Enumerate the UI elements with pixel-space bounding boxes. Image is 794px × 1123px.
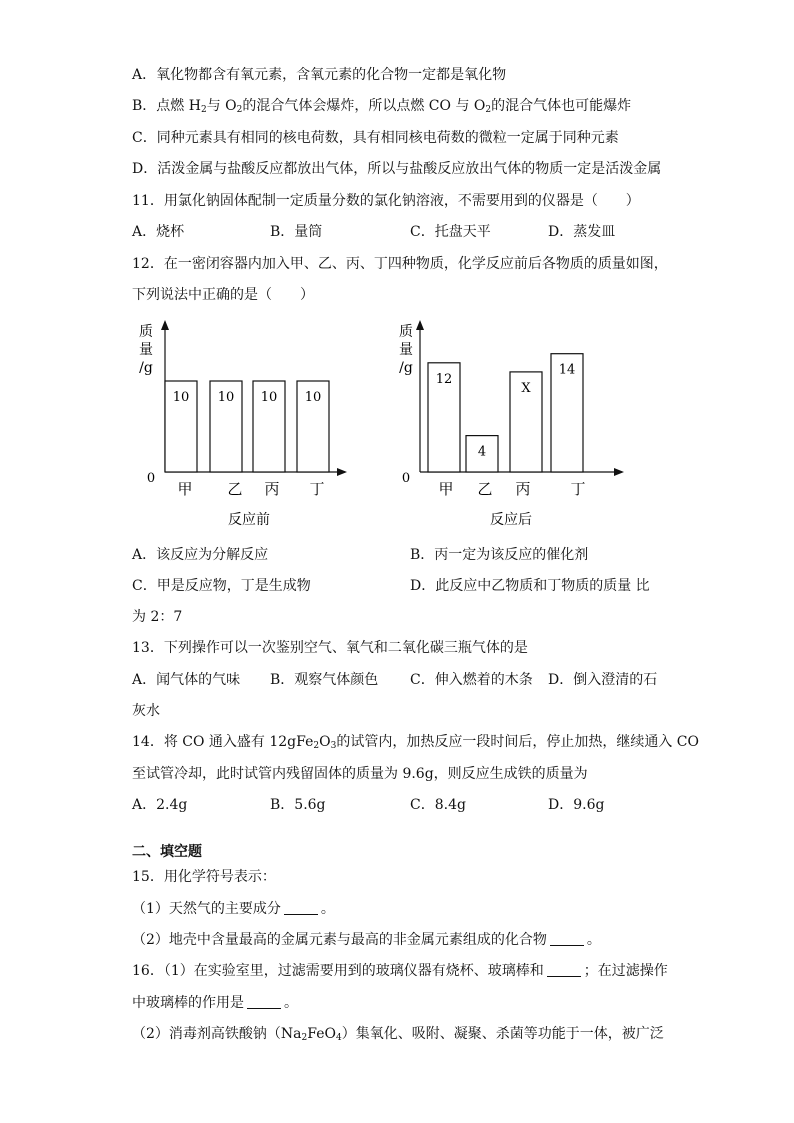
q16-text: （2）消毒剂高铁酸钠（Na xyxy=(132,1026,302,1042)
subscript: 4 xyxy=(335,1033,342,1043)
bar-value-label: 4 xyxy=(477,444,487,460)
q11-option-a: A．烧杯 xyxy=(132,224,185,240)
x-axis-arrow xyxy=(614,468,624,476)
y-axis-label: 量 xyxy=(139,342,153,358)
category-label: 甲 xyxy=(438,480,454,498)
q13-option-c: C．伸入燃着的木条 xyxy=(410,672,533,688)
y-axis-label: 质 xyxy=(139,324,153,340)
q12-charts xyxy=(0,0,794,560)
q10-option-a: A．氧化物都含有氧元素，含氧元素的化合物一定都是氧化物 xyxy=(132,67,507,83)
bar-value-label: 10 xyxy=(217,390,235,405)
q15-p2-end: 。 xyxy=(586,932,601,948)
q16-line2 xyxy=(132,993,298,1013)
q10-b-text: 的混合气体会爆炸，所以点燃 CO 与 O xyxy=(242,98,486,114)
y-axis-arrow xyxy=(161,320,169,330)
q15-part1 xyxy=(132,899,335,919)
q16-text: FeO xyxy=(307,1026,336,1042)
q14-text: 的试管内，加热反应一段时间后，停止加热，继续通入 CO xyxy=(336,734,699,750)
category-label: 丁 xyxy=(309,480,325,498)
answer-blank[interactable] xyxy=(547,962,581,977)
origin-label: 0 xyxy=(401,471,411,486)
q15-part2 xyxy=(132,930,601,950)
q14-option-b: B．5.6g xyxy=(270,797,326,813)
q15-p1-end: 。 xyxy=(320,901,335,917)
bar-value-label: 12 xyxy=(435,371,453,387)
q13-option-d-cont: 灰水 xyxy=(132,703,160,719)
q10-option-d: D．活泼金属与盐酸反应都放出气体，所以与盐酸反应放出气体的物质一定是活泼金属 xyxy=(132,161,662,177)
category-label: 丙 xyxy=(515,480,531,498)
origin-label: 0 xyxy=(146,471,156,486)
chart-after xyxy=(399,320,624,528)
q12-option-d-cont: 为 2：7 xyxy=(132,609,183,625)
bar-value-label: 10 xyxy=(260,390,278,405)
y-axis-label: /g xyxy=(139,360,153,376)
q12-stem-line2: 下列说法中正确的是（ ） xyxy=(132,287,314,303)
q14-stem-line1 xyxy=(132,732,699,756)
q16-text: 16．（1）在实验室里，过滤需要用到的玻璃仪器有烧杯、玻璃棒和 xyxy=(132,963,544,979)
subscript: 2 xyxy=(301,1033,308,1043)
q13-option-a: A．闻气体的气味 xyxy=(132,672,241,688)
category-label: 乙 xyxy=(477,480,493,498)
subscript: 2 xyxy=(313,741,320,751)
answer-blank[interactable] xyxy=(284,900,318,915)
q13-option-d: D．倒入澄清的石 xyxy=(548,672,658,688)
category-label: 丁 xyxy=(570,480,586,498)
subscript: 3 xyxy=(330,741,337,751)
y-axis-arrow xyxy=(416,320,424,330)
q15-stem: 15．用化学符号表示： xyxy=(132,869,276,885)
q11-option-b: B．量筒 xyxy=(270,224,323,240)
bar-value-label: 10 xyxy=(172,390,190,405)
q14-stem-line2: 至试管冷却，此时试管内残留固体的质量为 9.6g，则反应生成铁的质量为 xyxy=(132,766,588,782)
q16-text: ）集氧化、吸附、凝聚、杀菌等功能于一体，被广泛 xyxy=(341,1026,664,1042)
q16-line1 xyxy=(132,961,668,981)
bar-value-label: 14 xyxy=(558,362,576,378)
q15-p1-text: （1）天然气的主要成分 xyxy=(132,901,281,917)
q11-option-d: D．蒸发皿 xyxy=(548,224,616,240)
q10-b-text: 与 O xyxy=(206,98,237,114)
bar-value-label: 10 xyxy=(304,390,322,405)
chart-title: 反应后 xyxy=(490,512,532,528)
q11-stem: 11．用氯化钠固体配制一定质量分数的氯化钠溶液，不需要用到的仪器是（ ） xyxy=(132,193,640,209)
bar-value-label: X xyxy=(521,380,531,396)
chart-title: 反应前 xyxy=(228,512,270,528)
q13-option-b: B．观察气体颜色 xyxy=(270,672,379,688)
q16-line3 xyxy=(132,1024,664,1048)
q12-option-a: A．该反应为分解反应 xyxy=(132,547,269,563)
q12-option-c: C．甲是反应物，丁是生成物 xyxy=(132,578,311,594)
q10-option-c: C．同种元素具有相同的核电荷数，具有相同核电荷数的微粒一定属于同种元素 xyxy=(132,130,619,146)
chart-before xyxy=(139,320,347,528)
y-axis-label: 质 xyxy=(399,324,413,340)
answer-blank[interactable] xyxy=(550,931,584,946)
q16-text: 中玻璃棒的作用是 xyxy=(132,995,244,1011)
y-axis-label: /g xyxy=(399,360,413,376)
category-label: 丙 xyxy=(264,480,280,498)
q11-option-c: C．托盘天平 xyxy=(410,224,491,240)
x-axis-arrow xyxy=(337,468,347,476)
q14-option-a: A．2.4g xyxy=(132,797,188,813)
answer-blank[interactable] xyxy=(247,994,281,1009)
q12-option-b: B．丙一定为该反应的催化剂 xyxy=(410,547,589,563)
subscript: 2 xyxy=(485,105,492,115)
q14-option-d: D．9.6g xyxy=(548,797,605,813)
q14-option-c: C．8.4g xyxy=(410,797,466,813)
section-heading: 二、填空题 xyxy=(132,844,202,860)
q16-text: 。 xyxy=(284,995,298,1011)
subscript: 2 xyxy=(236,105,243,115)
q14-text: O xyxy=(319,734,331,750)
q14-text: 14．将 CO 通入盛有 12gFe xyxy=(132,734,314,750)
category-label: 乙 xyxy=(227,480,243,498)
category-label: 甲 xyxy=(177,480,193,498)
q16-text: ；在过滤操作 xyxy=(583,963,668,979)
q10-b-text: 的混合气体也可能爆炸 xyxy=(491,98,632,114)
q13-stem: 13．下列操作可以一次鉴别空气、氧气和二氧化碳三瓶气体的是 xyxy=(132,640,528,656)
q12-option-d: D．此反应中乙物质和丁物质的质量 比 xyxy=(410,578,650,594)
subscript: 2 xyxy=(200,105,207,115)
q15-p2-text: （2）地壳中含量最高的金属元素与最高的非金属元素组成的化合物 xyxy=(132,932,547,948)
q12-stem-line1: 12．在一密闭容器内加入甲、乙、丙、丁四种物质，化学反应前后各物质的质量如图， xyxy=(132,256,668,272)
q10-b-text: B．点燃 H xyxy=(132,98,201,114)
y-axis-label: 量 xyxy=(399,342,413,358)
